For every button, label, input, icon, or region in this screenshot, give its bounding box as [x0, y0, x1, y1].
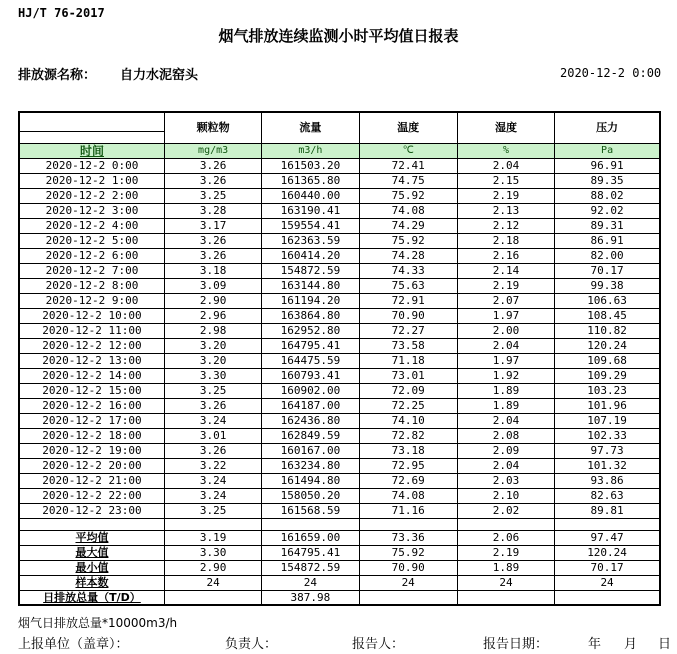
value-cell: 88.02 [555, 188, 660, 203]
summary-value-cell: 164795.41 [262, 545, 359, 560]
value-cell: 72.95 [359, 458, 457, 473]
table-row [19, 173, 660, 188]
value-cell: 3.20 [164, 338, 261, 353]
summary-value-cell: 70.17 [555, 560, 660, 575]
table-row [19, 308, 660, 323]
value-cell: 89.35 [555, 173, 660, 188]
value-cell: 73.01 [359, 368, 457, 383]
row-time-cell: 2020-12-2 10:00 [19, 308, 164, 323]
value-cell: 164795.41 [262, 338, 359, 353]
summary-row [19, 590, 660, 605]
summary-value-cell: 97.47 [555, 530, 660, 545]
value-cell: 154872.59 [262, 263, 359, 278]
value-cell: 75.92 [359, 188, 457, 203]
row-time-cell: 2020-12-2 7:00 [19, 263, 164, 278]
value-cell: 163144.80 [262, 278, 359, 293]
row-time-cell: 2020-12-2 17:00 [19, 413, 164, 428]
value-cell: 72.69 [359, 473, 457, 488]
table-row [19, 323, 660, 338]
value-cell: 109.68 [555, 353, 660, 368]
value-cell: 99.38 [555, 278, 660, 293]
report-date-label: 报告日期： [483, 637, 549, 652]
summary-value-cell: 3.30 [164, 545, 261, 560]
unit-cell: m3/h [262, 143, 359, 158]
gap-cell [555, 518, 660, 530]
value-cell: 74.33 [359, 263, 457, 278]
summary-value-cell: 2.19 [457, 545, 554, 560]
value-cell: 75.63 [359, 278, 457, 293]
value-cell: 2.15 [457, 173, 554, 188]
value-cell: 3.26 [164, 443, 261, 458]
summary-value-cell: 120.24 [555, 545, 660, 560]
summary-row [19, 575, 660, 590]
summary-value-cell: 24 [359, 575, 457, 590]
value-cell: 110.82 [555, 323, 660, 338]
summary-value-cell: 24 [164, 575, 261, 590]
row-time-cell: 2020-12-2 4:00 [19, 218, 164, 233]
value-cell: 1.92 [457, 368, 554, 383]
value-cell: 160440.00 [262, 188, 359, 203]
table-row [19, 458, 660, 473]
value-cell: 74.08 [359, 488, 457, 503]
value-cell: 162849.59 [262, 428, 359, 443]
summary-value-cell: 3.19 [164, 530, 261, 545]
value-cell: 3.26 [164, 173, 261, 188]
row-time-cell: 2020-12-2 19:00 [19, 443, 164, 458]
row-time-cell: 2020-12-2 8:00 [19, 278, 164, 293]
value-cell: 3.28 [164, 203, 261, 218]
unit-cell: Pa [555, 143, 660, 158]
summary-value-cell [457, 590, 554, 605]
value-cell: 1.89 [457, 398, 554, 413]
value-cell: 106.63 [555, 293, 660, 308]
value-cell: 2.98 [164, 323, 261, 338]
value-cell: 2.03 [457, 473, 554, 488]
row-time-cell: 2020-12-2 16:00 [19, 398, 164, 413]
row-time-cell: 2020-12-2 1:00 [19, 173, 164, 188]
value-cell: 3.26 [164, 398, 261, 413]
value-cell: 162363.59 [262, 233, 359, 248]
value-cell: 1.97 [457, 308, 554, 323]
value-cell: 2.09 [457, 443, 554, 458]
summary-label-cell: 平均值 [19, 530, 164, 545]
value-cell: 3.20 [164, 353, 261, 368]
summary-label-cell: 最小值 [19, 560, 164, 575]
value-cell: 2.18 [457, 233, 554, 248]
summary-row [19, 560, 660, 575]
table-row [19, 248, 660, 263]
value-cell: 160793.41 [262, 368, 359, 383]
value-cell: 93.86 [555, 473, 660, 488]
summary-value-cell: 24 [555, 575, 660, 590]
gap-cell [457, 518, 554, 530]
unit-cell: % [457, 143, 554, 158]
gap-cell [19, 518, 164, 530]
value-cell: 160167.00 [262, 443, 359, 458]
table-row [19, 503, 660, 518]
value-cell: 72.91 [359, 293, 457, 308]
emission-source-line [18, 64, 198, 83]
value-cell: 2.14 [457, 263, 554, 278]
value-cell: 75.92 [359, 233, 457, 248]
value-cell: 1.89 [457, 383, 554, 398]
row-time-cell: 2020-12-2 0:00 [19, 158, 164, 173]
value-cell: 3.18 [164, 263, 261, 278]
report-unit-label: 上报单位（盖章）： [18, 637, 129, 652]
value-cell: 2.02 [457, 503, 554, 518]
summary-label-cell: 日排放总量（T/D） [19, 590, 164, 605]
table-row [19, 413, 660, 428]
summary-value-cell: 387.98 [262, 590, 359, 605]
value-cell: 2.08 [457, 428, 554, 443]
value-cell: 3.17 [164, 218, 261, 233]
table-row [19, 353, 660, 368]
value-cell: 86.91 [555, 233, 660, 248]
row-time-cell: 2020-12-2 14:00 [19, 368, 164, 383]
value-cell: 74.28 [359, 248, 457, 263]
summary-label-cell: 样本数 [19, 575, 164, 590]
value-cell: 2.13 [457, 203, 554, 218]
row-time-cell: 2020-12-2 13:00 [19, 353, 164, 368]
value-cell: 3.24 [164, 413, 261, 428]
value-cell: 72.82 [359, 428, 457, 443]
value-cell: 2.96 [164, 308, 261, 323]
value-cell: 3.25 [164, 503, 261, 518]
corner-cell-top [19, 112, 164, 131]
value-cell: 109.29 [555, 368, 660, 383]
responsible-label: 负责人： [225, 637, 278, 652]
value-cell: 164187.00 [262, 398, 359, 413]
summary-value-cell: 70.90 [359, 560, 457, 575]
value-cell: 3.09 [164, 278, 261, 293]
value-cell: 72.09 [359, 383, 457, 398]
value-cell: 2.10 [457, 488, 554, 503]
value-cell: 2.04 [457, 413, 554, 428]
summary-value-cell [164, 590, 261, 605]
value-cell: 72.27 [359, 323, 457, 338]
table-row [19, 488, 660, 503]
value-cell: 2.04 [457, 338, 554, 353]
value-cell: 96.91 [555, 158, 660, 173]
value-cell: 73.18 [359, 443, 457, 458]
value-cell: 3.30 [164, 368, 261, 383]
value-cell: 158050.20 [262, 488, 359, 503]
unit-cell: ℃ [359, 143, 457, 158]
value-cell: 74.29 [359, 218, 457, 233]
column-header: 颗粒物 [164, 112, 261, 143]
value-cell: 2.04 [457, 458, 554, 473]
summary-value-cell: 154872.59 [262, 560, 359, 575]
row-time-cell: 2020-12-2 9:00 [19, 293, 164, 308]
value-cell: 73.58 [359, 338, 457, 353]
value-cell: 160902.00 [262, 383, 359, 398]
table-row [19, 218, 660, 233]
row-time-cell: 2020-12-2 6:00 [19, 248, 164, 263]
flow-total-note: 烟气日排放总量*10000m3/h [18, 616, 178, 630]
value-cell: 162952.80 [262, 323, 359, 338]
summary-value-cell: 2.06 [457, 530, 554, 545]
day-label: 日 [658, 637, 672, 652]
row-time-cell: 2020-12-2 15:00 [19, 383, 164, 398]
value-cell: 89.81 [555, 503, 660, 518]
value-cell: 160414.20 [262, 248, 359, 263]
column-header: 压力 [555, 112, 660, 143]
summary-value-cell: 24 [457, 575, 554, 590]
summary-value-cell: 75.92 [359, 545, 457, 560]
table-row [19, 443, 660, 458]
row-time-cell: 2020-12-2 2:00 [19, 188, 164, 203]
summary-value-cell: 1.89 [457, 560, 554, 575]
value-cell: 74.08 [359, 203, 457, 218]
value-cell: 2.90 [164, 293, 261, 308]
summary-value-cell [555, 590, 660, 605]
value-cell: 2.07 [457, 293, 554, 308]
gap-cell [164, 518, 261, 530]
emission-source-name: 自力水泥窑头 [120, 68, 199, 83]
value-cell: 101.96 [555, 398, 660, 413]
value-cell: 2.19 [457, 188, 554, 203]
table-row [19, 203, 660, 218]
summary-row [19, 545, 660, 560]
value-cell: 74.10 [359, 413, 457, 428]
gap-cell [262, 518, 359, 530]
table-row [19, 338, 660, 353]
value-cell: 97.73 [555, 443, 660, 458]
row-time-cell: 2020-12-2 12:00 [19, 338, 164, 353]
value-cell: 82.00 [555, 248, 660, 263]
value-cell: 3.26 [164, 158, 261, 173]
row-time-cell: 2020-12-2 21:00 [19, 473, 164, 488]
table-row [19, 368, 660, 383]
summary-value-cell [359, 590, 457, 605]
table-row [19, 188, 660, 203]
value-cell: 2.16 [457, 248, 554, 263]
column-header: 湿度 [457, 112, 554, 143]
value-cell: 3.26 [164, 233, 261, 248]
table-row [19, 233, 660, 248]
summary-value-cell: 161659.00 [262, 530, 359, 545]
value-cell: 161503.20 [262, 158, 359, 173]
year-label: 年 [588, 637, 602, 652]
value-cell: 161568.59 [262, 503, 359, 518]
signature-line [0, 633, 677, 651]
value-cell: 3.25 [164, 188, 261, 203]
value-cell: 161194.20 [262, 293, 359, 308]
row-time-cell: 2020-12-2 3:00 [19, 203, 164, 218]
row-time-cell: 2020-12-2 20:00 [19, 458, 164, 473]
emission-source-label: 排放源名称： [18, 68, 97, 83]
table-row [19, 383, 660, 398]
value-cell: 102.33 [555, 428, 660, 443]
column-header: 温度 [359, 112, 457, 143]
value-cell: 3.24 [164, 473, 261, 488]
value-cell: 3.01 [164, 428, 261, 443]
value-cell: 82.63 [555, 488, 660, 503]
value-cell: 108.45 [555, 308, 660, 323]
report-datetime: 2020-12-2 0:00 [560, 66, 662, 80]
table-row [19, 428, 660, 443]
value-cell: 89.31 [555, 218, 660, 233]
value-cell: 2.19 [457, 278, 554, 293]
time-header-cell: 时间 [19, 143, 164, 158]
corner-cell-bottom [19, 131, 164, 143]
row-time-cell: 2020-12-2 11:00 [19, 323, 164, 338]
month-label: 月 [624, 637, 638, 652]
value-cell: 162436.80 [262, 413, 359, 428]
value-cell: 164475.59 [262, 353, 359, 368]
value-cell: 74.75 [359, 173, 457, 188]
value-cell: 163234.80 [262, 458, 359, 473]
table-row [19, 398, 660, 413]
table-row [19, 263, 660, 278]
summary-row [19, 530, 660, 545]
summary-label-cell: 最大值 [19, 545, 164, 560]
table-row [19, 293, 660, 308]
value-cell: 70.90 [359, 308, 457, 323]
report-table [18, 111, 661, 606]
summary-value-cell: 2.90 [164, 560, 261, 575]
value-cell: 3.22 [164, 458, 261, 473]
value-cell: 2.04 [457, 158, 554, 173]
value-cell: 72.25 [359, 398, 457, 413]
value-cell: 3.24 [164, 488, 261, 503]
value-cell: 72.41 [359, 158, 457, 173]
value-cell: 120.24 [555, 338, 660, 353]
row-time-cell: 2020-12-2 5:00 [19, 233, 164, 248]
row-time-cell: 2020-12-2 18:00 [19, 428, 164, 443]
value-cell: 159554.41 [262, 218, 359, 233]
value-cell: 2.00 [457, 323, 554, 338]
value-cell: 107.19 [555, 413, 660, 428]
report-table-body [19, 112, 660, 605]
value-cell: 103.23 [555, 383, 660, 398]
value-cell: 101.32 [555, 458, 660, 473]
value-cell: 2.12 [457, 218, 554, 233]
value-cell: 163190.41 [262, 203, 359, 218]
page-title: 烟气排放连续监测小时平均值日报表 [218, 27, 459, 45]
summary-value-cell: 73.36 [359, 530, 457, 545]
row-time-cell: 2020-12-2 22:00 [19, 488, 164, 503]
value-cell: 163864.80 [262, 308, 359, 323]
gap-cell [359, 518, 457, 530]
table-row [19, 278, 660, 293]
reporter-label: 报告人： [352, 637, 405, 652]
table-row [19, 473, 660, 488]
value-cell: 1.97 [457, 353, 554, 368]
value-cell: 161494.80 [262, 473, 359, 488]
unit-cell: mg/m3 [164, 143, 261, 158]
value-cell: 71.16 [359, 503, 457, 518]
column-header: 流量 [262, 112, 359, 143]
summary-value-cell: 24 [262, 575, 359, 590]
value-cell: 3.25 [164, 383, 261, 398]
value-cell: 70.17 [555, 263, 660, 278]
value-cell: 3.26 [164, 248, 261, 263]
standard-code: HJ/T 76-2017 [18, 6, 105, 20]
row-time-cell: 2020-12-2 23:00 [19, 503, 164, 518]
table-row [19, 158, 660, 173]
value-cell: 161365.80 [262, 173, 359, 188]
value-cell: 71.18 [359, 353, 457, 368]
value-cell: 92.02 [555, 203, 660, 218]
